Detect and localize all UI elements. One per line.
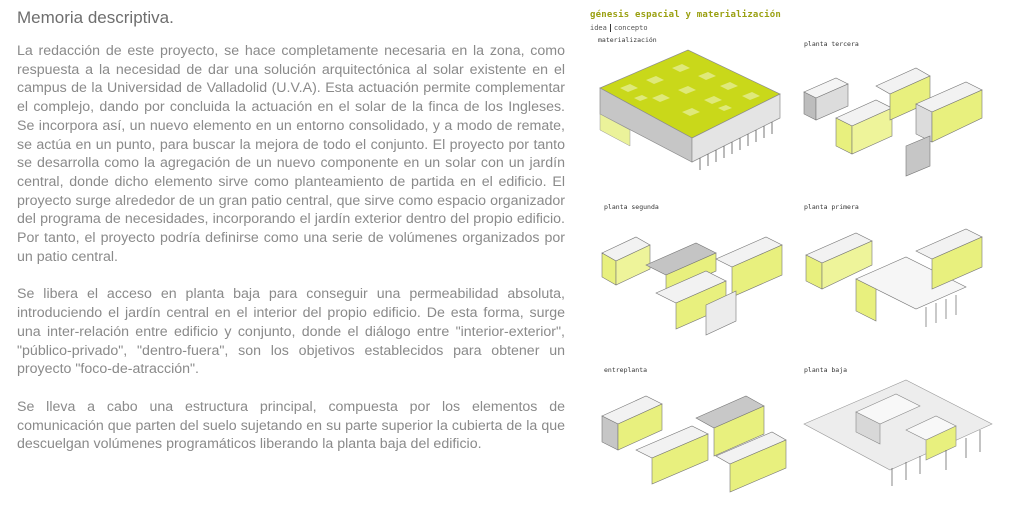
panel-label-entreplanta: entreplanta [604,366,648,374]
figure-sub-idea: idea [590,24,607,32]
panel-label-planta-baja: planta baja [804,366,848,374]
panel-label-materializacion: materialización [598,36,657,44]
panel-planta-baja [796,366,1011,506]
figure-subtitle [590,24,781,32]
axonometric-roof-drawing [590,42,790,182]
memoria-paragraph-3: Se lleva a cabo una estructura principal, compuesta por los elementos de comunicación que parten del suelo sujetando en su parte superior la cubierta de la que descuelgan volúmenes programáticos liberando la planta baja del edificio. [17,398,565,453]
memoria-paragraph-1: La redacción de este proyecto, se hace completamente necesaria en la zona, como respuesta a la necesidad de dar una solución arquitectónica al solar existente en el campus de la Universidad de Valladolid (U.V.A). Esta actuación permite complementar el complejo, dando por concluida la actuación en el solar de la finca de los Ingleses. Se incorpora así, un nuevo elemento en un entorno consolidado, y a modo de remate, se actúa en un punto, para buscar la mejora de todo el conjunto. El proyecto por tanto se desarrolla como la agregación de un nuevo componente en un solar con un jardín central, donde dicho elemento sirve como planteamiento de partida en el edificio. El proyecto surge alrededor de un gran patio central, que sirve como espacio organizador del programa de necesidades, incorporando el jardín exterior dentro del propio edificio. Por tanto, el proyecto podría definirse como una serie de volúmenes organizados por un patio central. [17,43,565,265]
figure-header [590,10,781,32]
axonometric-floor-drawing [796,372,996,512]
memoria-text-column [17,8,565,454]
axonometric-floor-drawing [796,209,996,349]
axonometric-floor-drawing [596,372,796,512]
memoria-heading: Memoria descriptiva. [17,8,174,27]
panel-label-planta-segunda: planta segunda [604,203,659,211]
panel-planta-segunda [596,203,811,343]
panel-planta-tercera [796,40,1011,180]
figure-sub-concepto: concepto [613,24,648,32]
figure-title: génesis espacial y materialización [590,10,782,20]
panel-materializacion [590,36,805,176]
axonometric-floor-drawing [596,209,796,349]
axonometric-floor-drawing [796,46,996,186]
panel-label-planta-tercera: planta tercera [804,40,859,48]
panel-label-planta-primera: planta primera [804,203,859,211]
panel-planta-primera [796,203,1011,343]
memoria-paragraph-2: Se libera el acceso en planta baja para conseguir una permeabilidad absoluta, introduciendo el jardín central en el interior del propio edificio. De esta forma, surge una inter-relación entre edificio y conjunto, donde el diálogo entre "interior-exterior", "público-privado", "dentro-fuera", son los objetivos establecidos para obtener un proyecto "foco-de-atracción". [17,286,565,378]
panel-entreplanta [596,366,811,506]
